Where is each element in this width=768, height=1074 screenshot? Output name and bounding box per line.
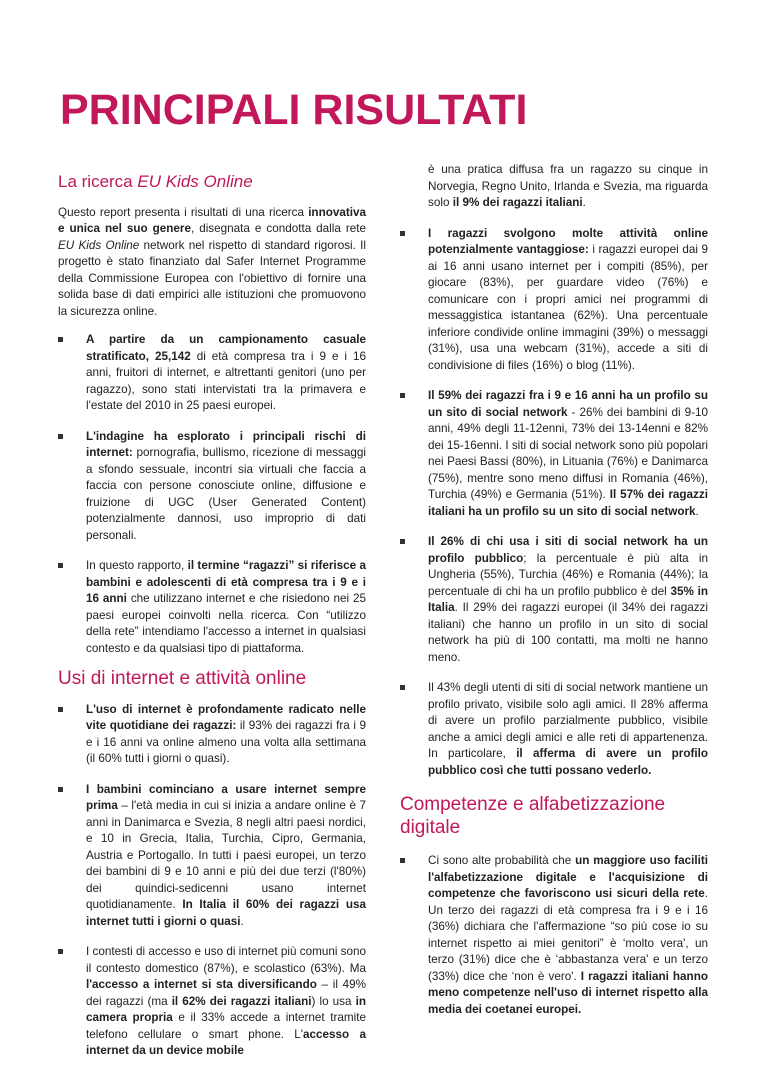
list-item (58, 429, 366, 545)
continued-paragraph (400, 162, 708, 212)
list-item (58, 782, 366, 931)
text-run: ) lo usa (311, 994, 356, 1008)
list-item (400, 680, 708, 779)
text-run: – il 49% dei ragazzi (ma (86, 978, 367, 1008)
text-run: di età compresa tra i 9 e i 16 anni, fruitori di internet, e altrettanti genitori (uno per ragazzo), sono stati intervistati tra la primavera e l'estate del 2010 in 25 paesi europei. (86, 349, 367, 412)
list-item (58, 558, 366, 657)
bold-text: L'uso di internet è profondamente radicato nelle vite quotidiane dei ragazzi: (86, 702, 366, 732)
bold-text: L'indagine ha esplorato i principali rischi di internet: (86, 429, 366, 459)
list-item (400, 534, 708, 666)
bold-text: I ragazzi italiani hanno meno competenze nell'uso di internet rispetto alla media dei coetanei europei. (428, 969, 708, 1016)
bold-text: 35% in Italia (428, 584, 708, 614)
section-title-ricerca-pre: La ricerca (58, 172, 138, 191)
text-run: In questo rapporto, (86, 559, 188, 572)
text-run: . Un terzo dei ragazzi di età compresa fra i 9 e i 16 (36%) dichiara che l'affermazione “so più cose io su internet rispetto ai miei genitori” è ‘molto vera', un terzo (31%) dice che è ‘abbastanza vera' e un terzo (33%) dice che ‘non è vero'. (428, 887, 708, 983)
square-bullet-icon (400, 393, 405, 398)
bold-text: In Italia il 60% dei ragazzi usa internet tutti i giorni o quasi (86, 898, 366, 928)
text-run: , disegnata e condotta dalla rete (190, 222, 366, 235)
bold-text: il 62% dei ragazzi italiani (171, 994, 312, 1008)
bold-text: innovativa e unica nel suo genere (58, 205, 366, 235)
bold-text: accesso a internet da un device mobile (86, 1027, 366, 1057)
text-run: che utilizzano internet e che risiedono nei 25 paesi europei coinvolti nella ricerca. Con “utilizzo della rete” intendiamo l'accesso a internet in qualsiasi contesto e da qualsiasi tipo di piattaforma. (86, 592, 366, 655)
bullet-list-usi (58, 702, 366, 1060)
text-run: Ci sono alte probabilità che (428, 854, 576, 867)
text-run: - 26% dei bambini di 9-10 anni, 49% degli 11-12enni, 73% dei 13-14enni e 82% dei 15-16enni. I siti di social network sono più popolari nei Paesi Bassi (80%), in Lituania (76%) e Danimarca (75%), mentre sono meno diffusi in Romania (46%), Turchia (49%) e Germania (51%). (428, 405, 709, 501)
text-run: – l'età media in cui si inizia a andare online è 7 anni in Danimarca e Svezia, 8 negli altri paesi nordici, e 10 in Grecia, Italia, Turchia, Cipro, Germania, Austria e Portogallo. In tutti i paesi europei, un terzo dei bambini di 9 e 10 anni e più dei due terzi (l'80%) dei quindici-sedicenni usano internet quotidianamente. (86, 799, 366, 911)
list-item (58, 944, 366, 1060)
bold-text: Il 57% dei ragazzi italiani ha un profilo su un sito di social network (428, 488, 708, 518)
text-run: . Il 29% dei ragazzi europei (il 34% dei ragazzi italiani) che hanno un profilo in un sito di social network ha più di 100 contatti, ma molti ne hanno meno. (428, 601, 708, 664)
bold-text: I ragazzi svolgono molte attività online potenzialmente vantaggiose: (428, 226, 708, 256)
bold-text: l'accesso a internet si sta diversificando (86, 978, 317, 991)
bullet-list-attivita (400, 226, 708, 780)
square-bullet-icon (58, 563, 63, 568)
bold-text: I bambini cominciano a usare internet sempre prima (86, 782, 366, 812)
square-bullet-icon (400, 858, 405, 863)
square-bullet-icon (58, 787, 63, 792)
italic-text: EU Kids Online (58, 238, 140, 252)
list-item-text (428, 854, 708, 1016)
bullet-list-ricerca (58, 332, 366, 657)
text-run: i ragazzi europei dai 9 ai 16 anni usano internet per i compiti (85%), per giocare (83%), per guardare video (76%) e comunicare con i propri amici nei programmi di messaggistica istantanea (62%). Una percentuale inferiore condivide online immagini (39%) o messaggi (31%), usa una webcam (31%), accede a siti di condivisione di files (16%) o blog (11%). (428, 243, 708, 372)
text-run: ; la percentuale è più alta in Ungheria (55%), Turchia (46%) e Romania (44%); la percentuale di chi ha un profilo pubblico è del (428, 551, 708, 598)
bold-text: Il 59% dei ragazzi fra i 9 e 16 anni ha un profilo su un sito di social network (428, 389, 708, 419)
bold-text: A partire da un campionamento casuale stratificato, 25,142 (86, 333, 366, 363)
square-bullet-icon (58, 949, 63, 954)
bold-text: in camera propria (86, 994, 366, 1024)
square-bullet-icon (58, 337, 63, 342)
list-item (58, 702, 366, 768)
text-run: . (695, 504, 699, 518)
list-item-text (86, 703, 366, 766)
text-run: Questo report presenta i risultati di una ricerca (58, 205, 309, 219)
square-bullet-icon (58, 434, 63, 439)
section-title-competenze: Competenze e alfabetizzazione digitale (400, 794, 666, 838)
text-run: . (240, 914, 244, 928)
section-title-ricerca-em: EU Kids Online (137, 172, 253, 191)
list-item-text (428, 681, 708, 777)
section-title-ricerca (58, 174, 366, 191)
page-title: PRINCIPALI RISULTATI (60, 86, 528, 134)
list-item (58, 332, 366, 415)
text-run: network nel rispetto di standard rigorosi. Il progetto è stato finanziato dal Safer Internet Programme della Commissione Europea con l'obiettivo di fornire una solida base di dati empirici alle istituzioni che promuovono la sicurezza online. (58, 238, 366, 318)
section-title-usi: Usi di internet e attività online (58, 668, 307, 689)
list-item-text (86, 430, 366, 542)
bold-text: Il 26% di chi usa i siti di social network ha un profilo pubblico (428, 535, 708, 565)
list-item-text (428, 227, 708, 372)
bold-text: il 9% dei ragazzi italiani (452, 196, 583, 209)
text-run: e il 33% accede a internet tramite telefono cellulare o smart phone. L' (86, 1011, 366, 1041)
text-run: è una pratica diffusa fra un ragazzo su cinque in Norvegia, Regno Unito, Irlanda e Svezia, ma riguarda solo (428, 163, 708, 209)
list-item-text (428, 535, 708, 664)
square-bullet-icon (400, 539, 405, 544)
bold-text: il afferma di avere un profilo pubblico così che tutti possano vederlo. (428, 747, 708, 777)
square-bullet-icon (400, 685, 405, 690)
intro-paragraph (58, 205, 366, 321)
square-bullet-icon (400, 231, 405, 236)
bold-text: un maggiore uso faciliti l'alfabetizzazione digitale e l'acquisizione di competenze che favoriscono usi sicuri della rete (428, 854, 709, 900)
text-run: . (582, 196, 586, 209)
list-item (400, 853, 708, 1018)
bold-text: il termine “ragazzi” si riferisce a bambini e adolescenti di età compresa tra i 9 e i 16 anni (86, 559, 366, 605)
list-item-text (428, 389, 708, 518)
text-run: I contesti di accesso e uso di internet più comuni sono il contesto domestico (87%), e scolastico (63%). Ma (86, 945, 367, 975)
text-run: il 93% dei ragazzi fra i 9 e i 16 anni va online almeno una volta alla settimana (il 60% tutti i giorni o quasi). (86, 719, 366, 765)
list-item-text (86, 783, 366, 928)
square-bullet-icon (58, 707, 63, 712)
left-column (58, 162, 366, 1074)
text-run: Il 43% degli utenti di siti di social network mantiene un profilo privato, visibile solo agli amici. Il 28% afferma di avere un profilo parzialmente pubblico, visibile anche a amici degli amici e alle reti di appartenenza. In particolare, (428, 681, 708, 760)
right-column (400, 162, 708, 1032)
list-item (400, 226, 708, 375)
text-run: pornografia, bullismo, ricezione di messaggi a sfondo sessuale, incontri sia virtuali che faccia a faccia con persone conosciute online, diffusione e fruizione di UGC (User Generated Content) potenzialmente dannosi, uso improprio di dati personali. (86, 446, 366, 542)
list-item-text (86, 945, 366, 1057)
list-item-text (86, 559, 366, 655)
bullet-list-competenze (400, 853, 708, 1018)
list-item (400, 388, 708, 520)
list-item-text (86, 333, 366, 412)
